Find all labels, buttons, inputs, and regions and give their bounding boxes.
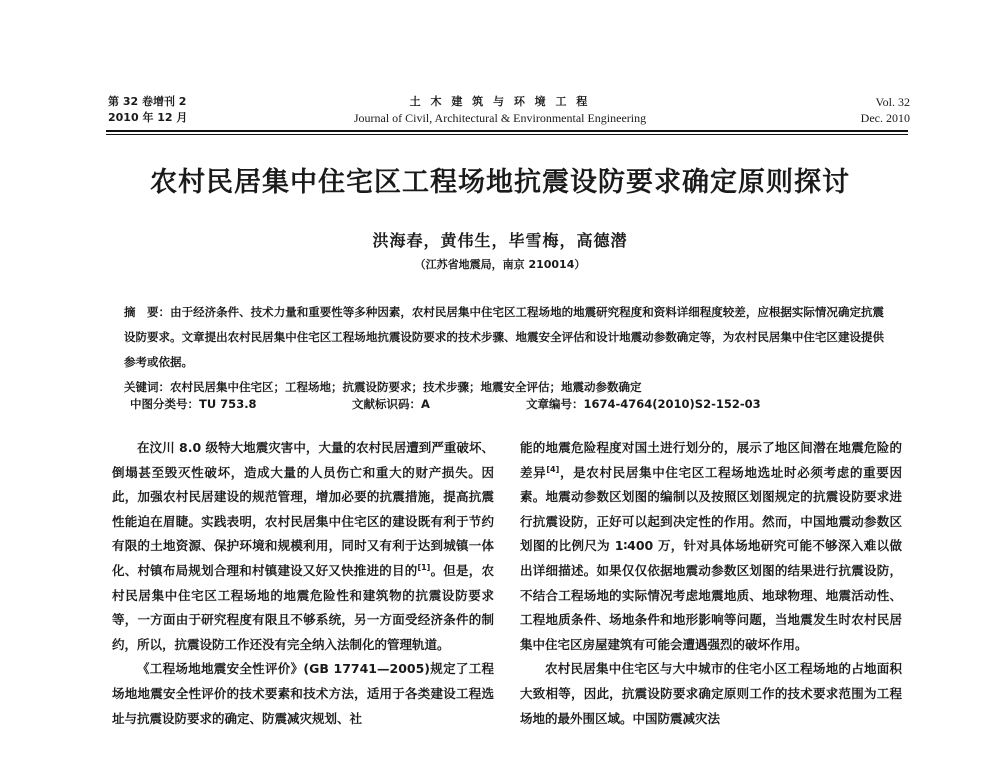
paper-title: 农村民居集中住宅区工程场地抗震设防要求确定原则探讨 bbox=[150, 167, 850, 198]
body-text: ，是农村民居集中住宅区工程场地选址时必须考虑的重要因素。地震动参数区划图的编制以及按照区划图规定的抗震设防要求进行抗震设防，正好可以起到决定性的作用。然而，中国地震动参数区划图的比例尺为 1∶400 万，针对具体场地研究可能不够深入难以做出详细描述。如果仅仅依据地震动参数区划图的结果进行抗震设防，不结合工程场地的实际情况考虑地震地质、地球物理、地震活动性、工程地质条件、场地条件和地形影响等问题，当地震发生时农村民居集中住宅区房屋建筑有可能会遭遇强烈的破坏作用。 bbox=[520, 464, 902, 652]
body-text: 农村民居集中住宅区与大中城市的住宅小区工程场地的占地面积大致相等，因此，抗震设防要求确定原则工作的技术要求范围为工程场地的最外围区域。中国防震减灾法 bbox=[520, 661, 902, 726]
body-text: 。但是，农村民居集中住宅区工程场地的地震危险性和建筑物的抗震设防要求等，一方面由于研究程度有限且不够系统，另一方面受经济条件的制约，所以，抗震设防工作还没有完全纳入法制化的管理轨道。 bbox=[112, 562, 494, 652]
abstract-block bbox=[124, 300, 884, 400]
document-code: 文献标识码：A bbox=[352, 397, 430, 411]
body-right-column bbox=[520, 436, 902, 760]
clc-number: 中图分类号：TU 753.8 bbox=[130, 397, 257, 411]
paper-affiliation: （江苏省地震局，南京 210014） bbox=[414, 258, 586, 271]
citation-ref[interactable]: [4] bbox=[546, 464, 560, 474]
header-date-en: Dec. 2010 bbox=[860, 111, 910, 125]
header-volume-en: Vol. 32 bbox=[875, 95, 910, 109]
header-date-cn: 2010 年 12 月 bbox=[108, 111, 188, 124]
header-journal-block bbox=[0, 94, 1000, 126]
classification-row bbox=[124, 396, 884, 414]
body-paragraph bbox=[520, 436, 902, 657]
abstract-text: 由于经济条件、技术力量和重要性等多种因素，农村民居集中住宅区工程场地的地震研究程度和资料详细程度较差，应根据实际情况确定抗震设防要求。文章提出农村民居集中住宅区工程场地抗震设防要求的技术步骤、地震安全评估和设计地震动参数确定等，为农村民居集中住宅区建设提供参考或依据。 bbox=[124, 305, 884, 369]
body-paragraph bbox=[112, 657, 494, 731]
paper-authors: 洪海春，黄伟生，毕雪梅，高德潜 bbox=[372, 231, 628, 250]
body-paragraph bbox=[520, 657, 902, 731]
header-journal-en: Journal of Civil, Architectural & Environmental Engineering bbox=[353, 111, 647, 125]
article-number: 文章编号：1674-4764(2010)S2-152-03 bbox=[526, 397, 761, 411]
header-volume-cn: 第 32 卷增刊 2 bbox=[108, 95, 187, 108]
header-rule-thick bbox=[106, 130, 908, 132]
body-left-column bbox=[112, 436, 494, 760]
keywords-label: 关键词： bbox=[124, 380, 170, 394]
citation-ref[interactable]: [1] bbox=[417, 562, 431, 572]
body-text: 能的地震危险程度对国土进行划分的，展示了地区间潜在地震危险的差异 bbox=[520, 440, 902, 480]
abstract-label: 摘 要： bbox=[124, 305, 171, 319]
header-rule-thin bbox=[106, 134, 908, 135]
body-text: 在汶川 8.0 级特大地震灾害中，大量的农村民居遭到严重破坏、倒塌甚至毁灭性破坏，造成大量的人员伤亡和重大的财产损失。因此，加强农村民居建设的规范管理，增加必要的抗震措施，提高抗震性能迫在眉睫。实践表明，农村民居集中住宅区的建设既有利于节约有限的土地资源、保护环境和规模利用，同时又有利于达到城镇一体化、村镇布局规划合理和村镇建设又好又快推进的目的 bbox=[112, 440, 494, 578]
header-volume-en-block bbox=[861, 94, 910, 126]
header-journal-cn: 土 木 建 筑 与 环 境 工 程 bbox=[409, 95, 591, 108]
body-paragraph bbox=[112, 436, 494, 657]
body-text: 《工程场地地震安全性评价》(GB 17741—2005)规定了工程场地地震安全性评价的技术要素和技术方法，适用于各类建设工程选址与抗震设防要求的确定、防震减灾规划、社 bbox=[112, 661, 494, 726]
abstract-paragraph bbox=[124, 300, 884, 375]
keywords-text: 农村民居集中住宅区；工程场地；抗震设防要求；技术步骤；地震安全评估；地震动参数确定 bbox=[170, 380, 642, 394]
